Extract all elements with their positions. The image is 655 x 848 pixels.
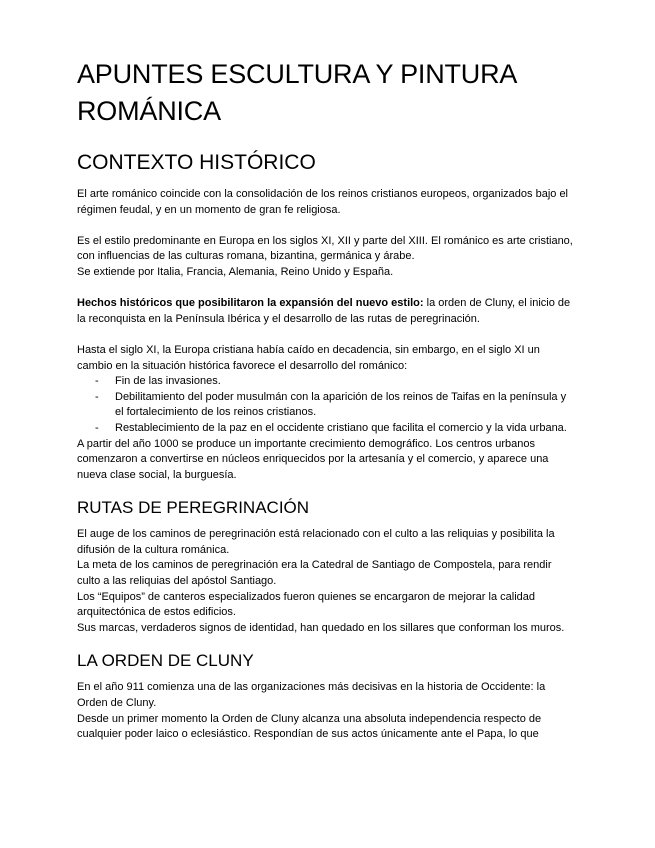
hechos-bold-label: Hechos históricos que posibilitaron la expansión del nuevo estilo:: [77, 297, 424, 310]
list-item-text: Debilitamiento del poder musulmán con la aparición de los reinos de Taifas en la península y el fortalecimiento de los reinos cristianos.: [115, 390, 567, 419]
spacer: [77, 218, 577, 234]
paragraph-estilo: Es el estilo predominante en Europa en los siglos XI, XII y parte del XIII. El románico es arte cristiano, con influencias de las culturas romana, bizantina, germánica y árabe.: [77, 234, 573, 263]
paragraph-decadencia: Hasta el siglo XI, la Europa cristiana había caído en decadencia, sin embargo, en el siglo XI un cambio en la situación histórica favorece el desarrollo del románico:: [77, 343, 540, 372]
paragraph-rutas-line: Los “Equipos” de canteros especializados fueron quienes se encargaron de mejorar la calidad arquitectónica de estos edificios.: [77, 590, 535, 619]
paragraph-demografia: A partir del año 1000 se produce un importante crecimiento demográfico. Los centros urbanos comenzaron a convertirse en núcleos enriquecidos por la artesanía y el comercio, y aparece una nueva clase social, la burguesía.: [77, 437, 549, 481]
dash-marker: -: [95, 390, 99, 403]
list-item: [95, 390, 577, 421]
dash-marker: -: [95, 375, 99, 388]
heading-orden-cluny: LA ORDEN DE CLUNY: [77, 651, 254, 671]
list-item-text: Fin de las invasiones.: [115, 375, 221, 388]
heading-rutas-peregrinacion: RUTAS DE PEREGRINACIÓN: [77, 498, 310, 518]
list-item-text: Restablecimiento de la paz en el occidente cristiano que facilita el comercio y la vida urbana.: [115, 421, 567, 434]
list-item: [95, 421, 577, 437]
spacer: [77, 327, 577, 343]
bullet-list-cambios: [77, 374, 577, 436]
spacer: [77, 483, 577, 497]
hechos-text: la orden de Cluny, el inicio de la reconquista en la Península Ibérica y el desarrollo de las rutas de peregrinación.: [77, 297, 571, 325]
paragraph-hechos: [77, 296, 577, 327]
spacer: [77, 281, 577, 297]
spacer: [77, 636, 577, 650]
heading-contexto-historico: CONTEXTO HISTÓRICO: [77, 151, 316, 174]
dash-marker: -: [95, 421, 99, 434]
document-title: APUNTES ESCULTURA Y PINTURA ROMÁNICA: [77, 59, 516, 126]
list-item: [95, 374, 577, 390]
paragraph-rutas-line: El auge de los caminos de peregrinación está relacionado con el culto a las reliquias y posibilita la difusión de la cultura románica.: [77, 528, 555, 556]
document-page: [77, 56, 577, 743]
paragraph-intro: El arte románico coincide con la consolidación de los reinos cristianos europeos, organizados bajo el régimen feudal, y en un momento de gran fe religiosa.: [77, 188, 569, 216]
paragraph-cluny-line: En el año 911 comienza una de las organizaciones más decisivas en la historia de Occidente: la Orden de Cluny.: [77, 681, 546, 710]
paragraph-rutas-line: La meta de los caminos de peregrinación era la Catedral de Santiago de Compostela, para rendir culto a las reliquias del apóstol Santiago.: [77, 559, 552, 588]
paragraph-cluny-line: Desde un primer momento la Orden de Cluny alcanza una absoluta independencia respecto de cualquier poder laico o eclesiástico. Respondían de sus actos únicamente ante el Papa, lo que: [77, 712, 542, 741]
paragraph-extension: Se extiende por Italia, Francia, Alemania, Reino Unido y España.: [77, 265, 394, 278]
paragraph-rutas-line: Sus marcas, verdaderos signos de identidad, han quedado en los sillares que conforman los muros.: [77, 621, 565, 634]
